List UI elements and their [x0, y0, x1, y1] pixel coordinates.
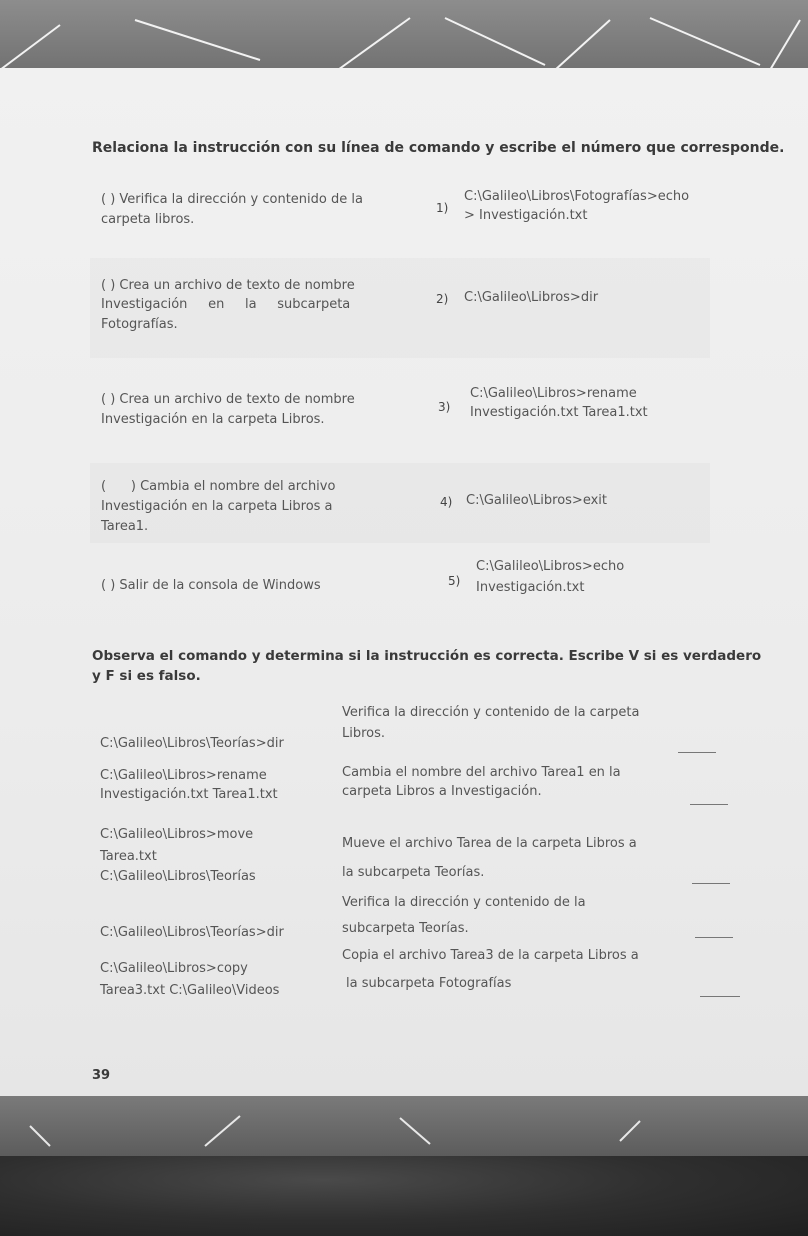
bottom-shelf-lines — [0, 1096, 808, 1156]
s1-row1-cmd-line2: > Investigación.txt — [464, 208, 588, 223]
s2-row1-cmd-line1: C:\Galileo\Libros\Teorías>dir — [100, 736, 284, 751]
s2-row2-cmd-line2: Investigación.txt Tarea1.txt — [100, 787, 278, 802]
s2-row4-desc-line1: Verifica la dirección y contenido de la — [342, 895, 586, 910]
s1-row4-desc-line3: Tarea1. — [101, 519, 149, 534]
top-shelf-band — [0, 0, 808, 75]
s1-row3-cmd-line1: C:\Galileo\Libros>rename — [470, 386, 637, 401]
s1-row1-desc-line2: carpeta libros. — [101, 212, 195, 227]
s2-row2-cmd-line1: C:\Galileo\Libros>rename — [100, 768, 267, 783]
background-floor — [0, 1156, 808, 1236]
s1-row2-number: 2) — [436, 292, 449, 306]
s2-row5-desc-line2: la subcarpeta Fotografías — [346, 976, 512, 991]
s1-row5-number: 5) — [448, 574, 461, 588]
bottom-shelf-band — [0, 1096, 808, 1156]
s1-row5-desc-line1: ( ) Salir de la consola de Windows — [101, 578, 321, 593]
page-number: 39 — [92, 1068, 111, 1083]
s2-row3-desc-line2: la subcarpeta Teorías. — [342, 865, 485, 880]
s1-row4-cmd-line1: C:\Galileo\Libros>exit — [466, 493, 608, 508]
top-shelf-lines — [0, 0, 808, 75]
s1-row2-cmd-line1: C:\Galileo\Libros>dir — [464, 290, 599, 305]
s1-row3-number: 3) — [438, 400, 451, 414]
s1-row4-number: 4) — [440, 495, 453, 509]
s1-row1-number: 1) — [436, 201, 449, 215]
s2-row3-answer-blank[interactable] — [692, 883, 730, 884]
s1-row3-cmd-line2: Investigación.txt Tarea1.txt — [470, 405, 648, 420]
s2-row5-answer-blank[interactable] — [700, 996, 740, 997]
s1-row2-desc-line2: Investigación en la subcarpeta — [101, 297, 351, 312]
s2-row2-desc-line1: Cambia el nombre del archivo Tarea1 en la — [342, 765, 621, 780]
s2-row1-desc-line2: Libros. — [342, 726, 386, 741]
s2-row5-cmd-line1: C:\Galileo\Libros>copy — [100, 961, 248, 976]
s2-row4-cmd-line1: C:\Galileo\Libros\Teorías>dir — [100, 925, 284, 940]
s2-row4-answer-blank[interactable] — [695, 937, 733, 938]
s2-row2-answer-blank[interactable] — [690, 804, 728, 805]
s2-row5-desc-line1: Copia el archivo Tarea3 de la carpeta Libros a — [342, 948, 639, 963]
s1-row2-desc-line3: Fotografías. — [101, 317, 178, 332]
s1-row3-desc-line2: Investigación en la carpeta Libros. — [101, 412, 325, 427]
section2-instruction-line1: Observa el comando y determina si la instrucción es correcta. Escribe V si es verdadero — [92, 648, 762, 664]
s2-row3-cmd-line2: Tarea.txt — [100, 849, 157, 864]
worksheet-page — [0, 68, 808, 1108]
s2-row1-desc-line1: Verifica la dirección y contenido de la carpeta — [342, 705, 640, 720]
section2-instruction-line2: y F si es falso. — [92, 668, 201, 684]
s2-row3-cmd-line1: C:\Galileo\Libros>move — [100, 827, 254, 842]
section1-instruction: Relaciona la instrucción con su línea de comando y escribe el número que corresponde. — [92, 140, 785, 156]
s2-row3-desc-line1: Mueve el archivo Tarea de la carpeta Libros a — [342, 836, 637, 851]
s1-row2-desc-line1: ( ) Crea un archivo de texto de nombre — [101, 278, 355, 293]
s1-row3-desc-line1: ( ) Crea un archivo de texto de nombre — [101, 392, 355, 407]
s1-row1-desc-line1: ( ) Verifica la dirección y contenido de la — [101, 192, 363, 207]
s2-row1-answer-blank[interactable] — [678, 752, 716, 753]
s2-row2-desc-line2: carpeta Libros a Investigación. — [342, 784, 542, 799]
s2-row5-cmd-line2: Tarea3.txt C:\Galileo\Videos — [100, 983, 280, 998]
s2-row4-desc-line2: subcarpeta Teorías. — [342, 921, 469, 936]
s1-row1-cmd-line1: C:\Galileo\Libros\Fotografías>echo — [464, 189, 690, 204]
s2-row3-cmd-line3: C:\Galileo\Libros\Teorías — [100, 869, 256, 884]
s1-row5-cmd-line1: C:\Galileo\Libros>echo — [476, 559, 625, 574]
s1-row5-cmd-line2: Investigación.txt — [476, 580, 585, 595]
s1-row4-desc-line1: ( ) Cambia el nombre del archivo — [101, 479, 336, 494]
s1-row4-desc-line2: Investigación en la carpeta Libros a — [101, 499, 333, 514]
